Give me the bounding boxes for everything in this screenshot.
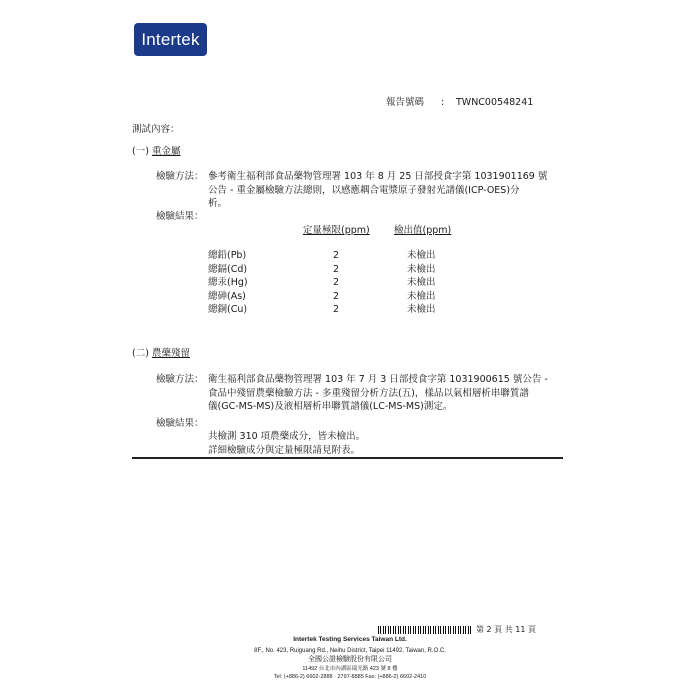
table-row-result: 未檢出 — [407, 264, 436, 275]
section-2-result-line: 詳細檢驗成分與定量極限請見附表。 — [208, 444, 361, 456]
section-2-method-label: 檢驗方法： — [156, 374, 204, 385]
intertek-logo: Intertek — [134, 23, 207, 56]
section-2-method-line: 儀(GC-MS-MS)及液相層析串聯質譜儀(LC-MS-MS)測定。 — [208, 401, 453, 412]
section-2-title: 農藥殘留 — [151, 348, 190, 359]
table-row-name: 總銅(Cu) — [208, 304, 248, 315]
section-2-marker: (二) — [132, 348, 149, 359]
section-1-method-line: 參考衛生福利部食品藥物管理署 103 年 8 月 25 日部授食字第 1031901169 號 — [208, 171, 548, 182]
end-of-results-rule — [132, 457, 563, 459]
section-1-method-label: 檢驗方法： — [156, 171, 204, 182]
table-row-loq: 2 — [332, 304, 340, 315]
table-header-loq: 定量極限(ppm) — [303, 225, 370, 236]
section-2-result-text — [208, 430, 553, 457]
table-row-loq: 2 — [332, 291, 340, 302]
table-row-result: 未檢出 — [407, 250, 436, 261]
section-1-method-text — [208, 170, 553, 211]
section-2-result-label: 檢驗結果： — [156, 418, 204, 429]
table-row-loq: 2 — [332, 277, 340, 288]
company-name-zh: 全國公證檢驗股份有限公司 — [308, 656, 392, 663]
test-content-label: 測試內容： — [132, 124, 180, 135]
section-1-title: 重金屬 — [151, 146, 181, 157]
section-2-heading — [132, 348, 190, 360]
section-1-method-line: 析。 — [208, 198, 228, 209]
report-number-value: TWNC00548241 — [456, 97, 534, 108]
section-1-method-line: 公告 - 重金屬檢驗方法總則，以感應耦合電漿原子發射光譜儀(ICP-OES)分 — [208, 184, 520, 196]
table-row-result: 未檢出 — [407, 304, 436, 315]
company-address-en: 8F., No. 423, Ruiguang Rd., Neihu District, Taipei 11492, Taiwan, R.O.C. — [254, 648, 446, 654]
section-2-method-line: 衛生福利部食品藥物管理署 103 年 7 月 3 日部授食字第 1031900615 號公告 - — [208, 374, 548, 385]
table-row-loq: 2 — [332, 250, 340, 261]
table-row-name: 總汞(Hg) — [208, 277, 248, 288]
section-1-result-label: 檢驗結果： — [156, 211, 204, 222]
barcode — [378, 626, 471, 634]
table-row-result: 未檢出 — [407, 291, 436, 302]
section-2-result-line: 共檢測 310 項農藥成分，皆未檢出。 — [208, 431, 366, 442]
section-2-method-line: 食品中殘留農藥檢驗方法 - 多重殘留分析方法(五)，樣品以氣相層析串聯質譜 — [208, 387, 529, 399]
table-row-result: 未檢出 — [407, 277, 436, 288]
company-contact: Tel: (+886-2) 6602-2888 · 2797-8885 Fax: (+886-2) 6602-2410 — [273, 674, 427, 680]
table-row-name: 總鎘(Cd) — [208, 264, 248, 275]
report-number-colon: : — [441, 97, 445, 108]
company-address-zh: 11492 台北市內湖區瑞光路 423 號 8 樓 — [302, 666, 398, 672]
section-2-method-text — [208, 373, 553, 414]
table-row-name: 總砷(As) — [208, 291, 246, 302]
report-number-label: 報告號碼 — [386, 97, 425, 108]
table-header-result: 檢出值(ppm) — [394, 225, 452, 236]
page-indicator: 第 2 頁 共 11 頁 — [476, 625, 536, 634]
section-1-heading — [132, 146, 180, 158]
table-row-loq: 2 — [332, 264, 340, 275]
section-1-marker: (一) — [132, 146, 149, 157]
company-name-en: Intertek Testing Services Taiwan Ltd. — [293, 636, 407, 643]
table-row-name: 總鉛(Pb) — [208, 250, 247, 261]
